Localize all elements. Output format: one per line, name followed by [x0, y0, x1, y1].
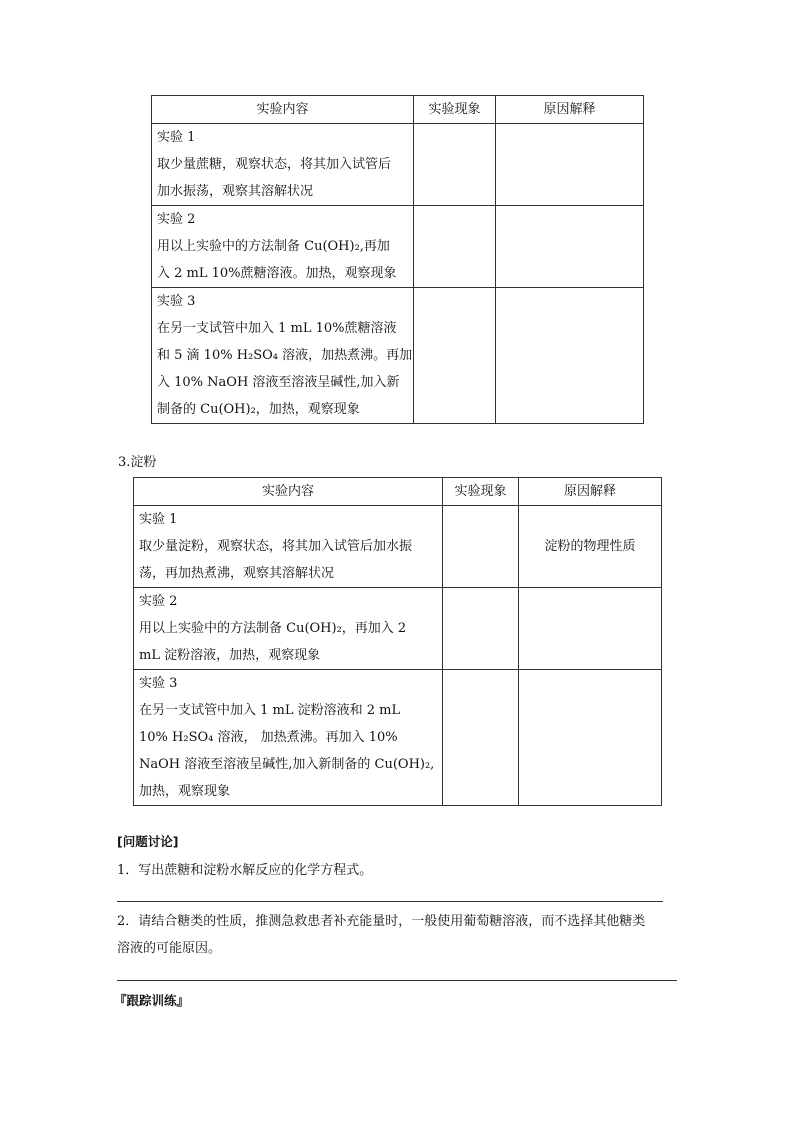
- header-content: 实验内容: [134, 478, 443, 506]
- phenomenon-cell: [443, 506, 519, 588]
- experiment-title: 实验 3: [139, 676, 178, 691]
- reason-cell: [519, 670, 662, 806]
- experiment-line: 10% H₂SO₄ 溶液， 加热煮沸。再加入 10%: [139, 730, 398, 745]
- phenomenon-cell: [414, 206, 496, 288]
- table-row: [134, 670, 662, 806]
- table-row: [152, 124, 644, 206]
- experiment-content-cell: [152, 288, 414, 424]
- answer-line-1: [117, 901, 663, 902]
- reason-cell: [519, 588, 662, 670]
- experiment-line: 荡，再加热煮沸，观察其溶解状况: [139, 566, 335, 581]
- reason-cell: [496, 206, 644, 288]
- header-phenomenon: 实验现象: [443, 478, 519, 506]
- question-2-line-2: 溶液的可能原因。: [117, 941, 222, 956]
- discussion-heading: [问题讨论]: [117, 834, 179, 849]
- question-1: 1．写出蔗糖和淀粉水解反应的化学方程式。: [117, 863, 373, 878]
- experiment-line: 取少量蔗糖，观察状态，将其加入试管后: [157, 157, 392, 172]
- experiment-line: 制备的 Cu(OH)₂，加热，观察现象: [157, 402, 360, 417]
- experiment-line: 入 2 mL 10%蔗糖溶液。加热，观察现象: [157, 266, 397, 281]
- phenomenon-cell: [443, 670, 519, 806]
- answer-line-2: [117, 980, 677, 981]
- header-reason: 原因解释: [496, 96, 644, 124]
- experiment-content-cell: [134, 670, 443, 806]
- experiment-title: 实验 1: [157, 130, 196, 145]
- table-row: [134, 588, 662, 670]
- header-content: 实验内容: [152, 96, 414, 124]
- sucrose-experiment-table: [151, 95, 644, 424]
- experiment-line: 用以上实验中的方法制备 Cu(OH)₂，再加入 2: [139, 621, 407, 636]
- experiment-line: 用以上实验中的方法制备 Cu(OH)₂,再加: [157, 239, 390, 254]
- experiment-content-cell: [152, 206, 414, 288]
- experiment-line: 和 5 滴 10% H₂SO₄ 溶液，加热煮沸。再加: [157, 348, 413, 363]
- experiment-title: 实验 1: [139, 512, 178, 527]
- experiment-title: 实验 2: [139, 594, 178, 609]
- experiment-line: 加热，观察现象: [139, 784, 231, 799]
- experiment-line: 取少量淀粉，观察状态，将其加入试管后加水振: [139, 539, 413, 554]
- experiment-content-cell: [152, 124, 414, 206]
- experiment-line: mL 淀粉溶液，加热，观察现象: [139, 648, 321, 663]
- reason-cell: [496, 124, 644, 206]
- phenomenon-cell: [443, 588, 519, 670]
- followup-heading: 『跟踪训练』: [114, 993, 190, 1008]
- reason-cell: [496, 288, 644, 424]
- experiment-title: 实验 2: [157, 212, 196, 227]
- experiment-line: 入 10% NaOH 溶液至溶液呈碱性,加入新: [157, 375, 400, 390]
- reason-cell: 淀粉的物理性质: [519, 506, 662, 588]
- header-phenomenon: 实验现象: [414, 96, 496, 124]
- section-3-label: 3.淀粉: [118, 455, 157, 470]
- experiment-line: 加水振荡，观察其溶解状况: [157, 184, 314, 199]
- experiment-line: 在另一支试管中加入 1 mL 淀粉溶液和 2 mL: [139, 703, 401, 718]
- starch-experiment-table: [133, 477, 662, 806]
- experiment-line: NaOH 溶液至溶液呈碱性,加入新制备的 Cu(OH)₂,: [139, 757, 435, 772]
- table-row: [134, 506, 662, 588]
- table-header-row: [134, 478, 662, 506]
- table-row: [152, 288, 644, 424]
- phenomenon-cell: [414, 288, 496, 424]
- header-reason: 原因解释: [519, 478, 662, 506]
- experiment-title: 实验 3: [157, 294, 196, 309]
- phenomenon-cell: [414, 124, 496, 206]
- question-2-line-1: 2．请结合糖类的性质，推测急救患者补充能量时，一般使用葡萄糖溶液，而不选择其他糖类: [117, 914, 646, 929]
- experiment-line: 在另一支试管中加入 1 mL 10%蔗糖溶液: [157, 321, 397, 336]
- experiment-content-cell: [134, 588, 443, 670]
- experiment-content-cell: [134, 506, 443, 588]
- table-header-row: [152, 96, 644, 124]
- table-row: [152, 206, 644, 288]
